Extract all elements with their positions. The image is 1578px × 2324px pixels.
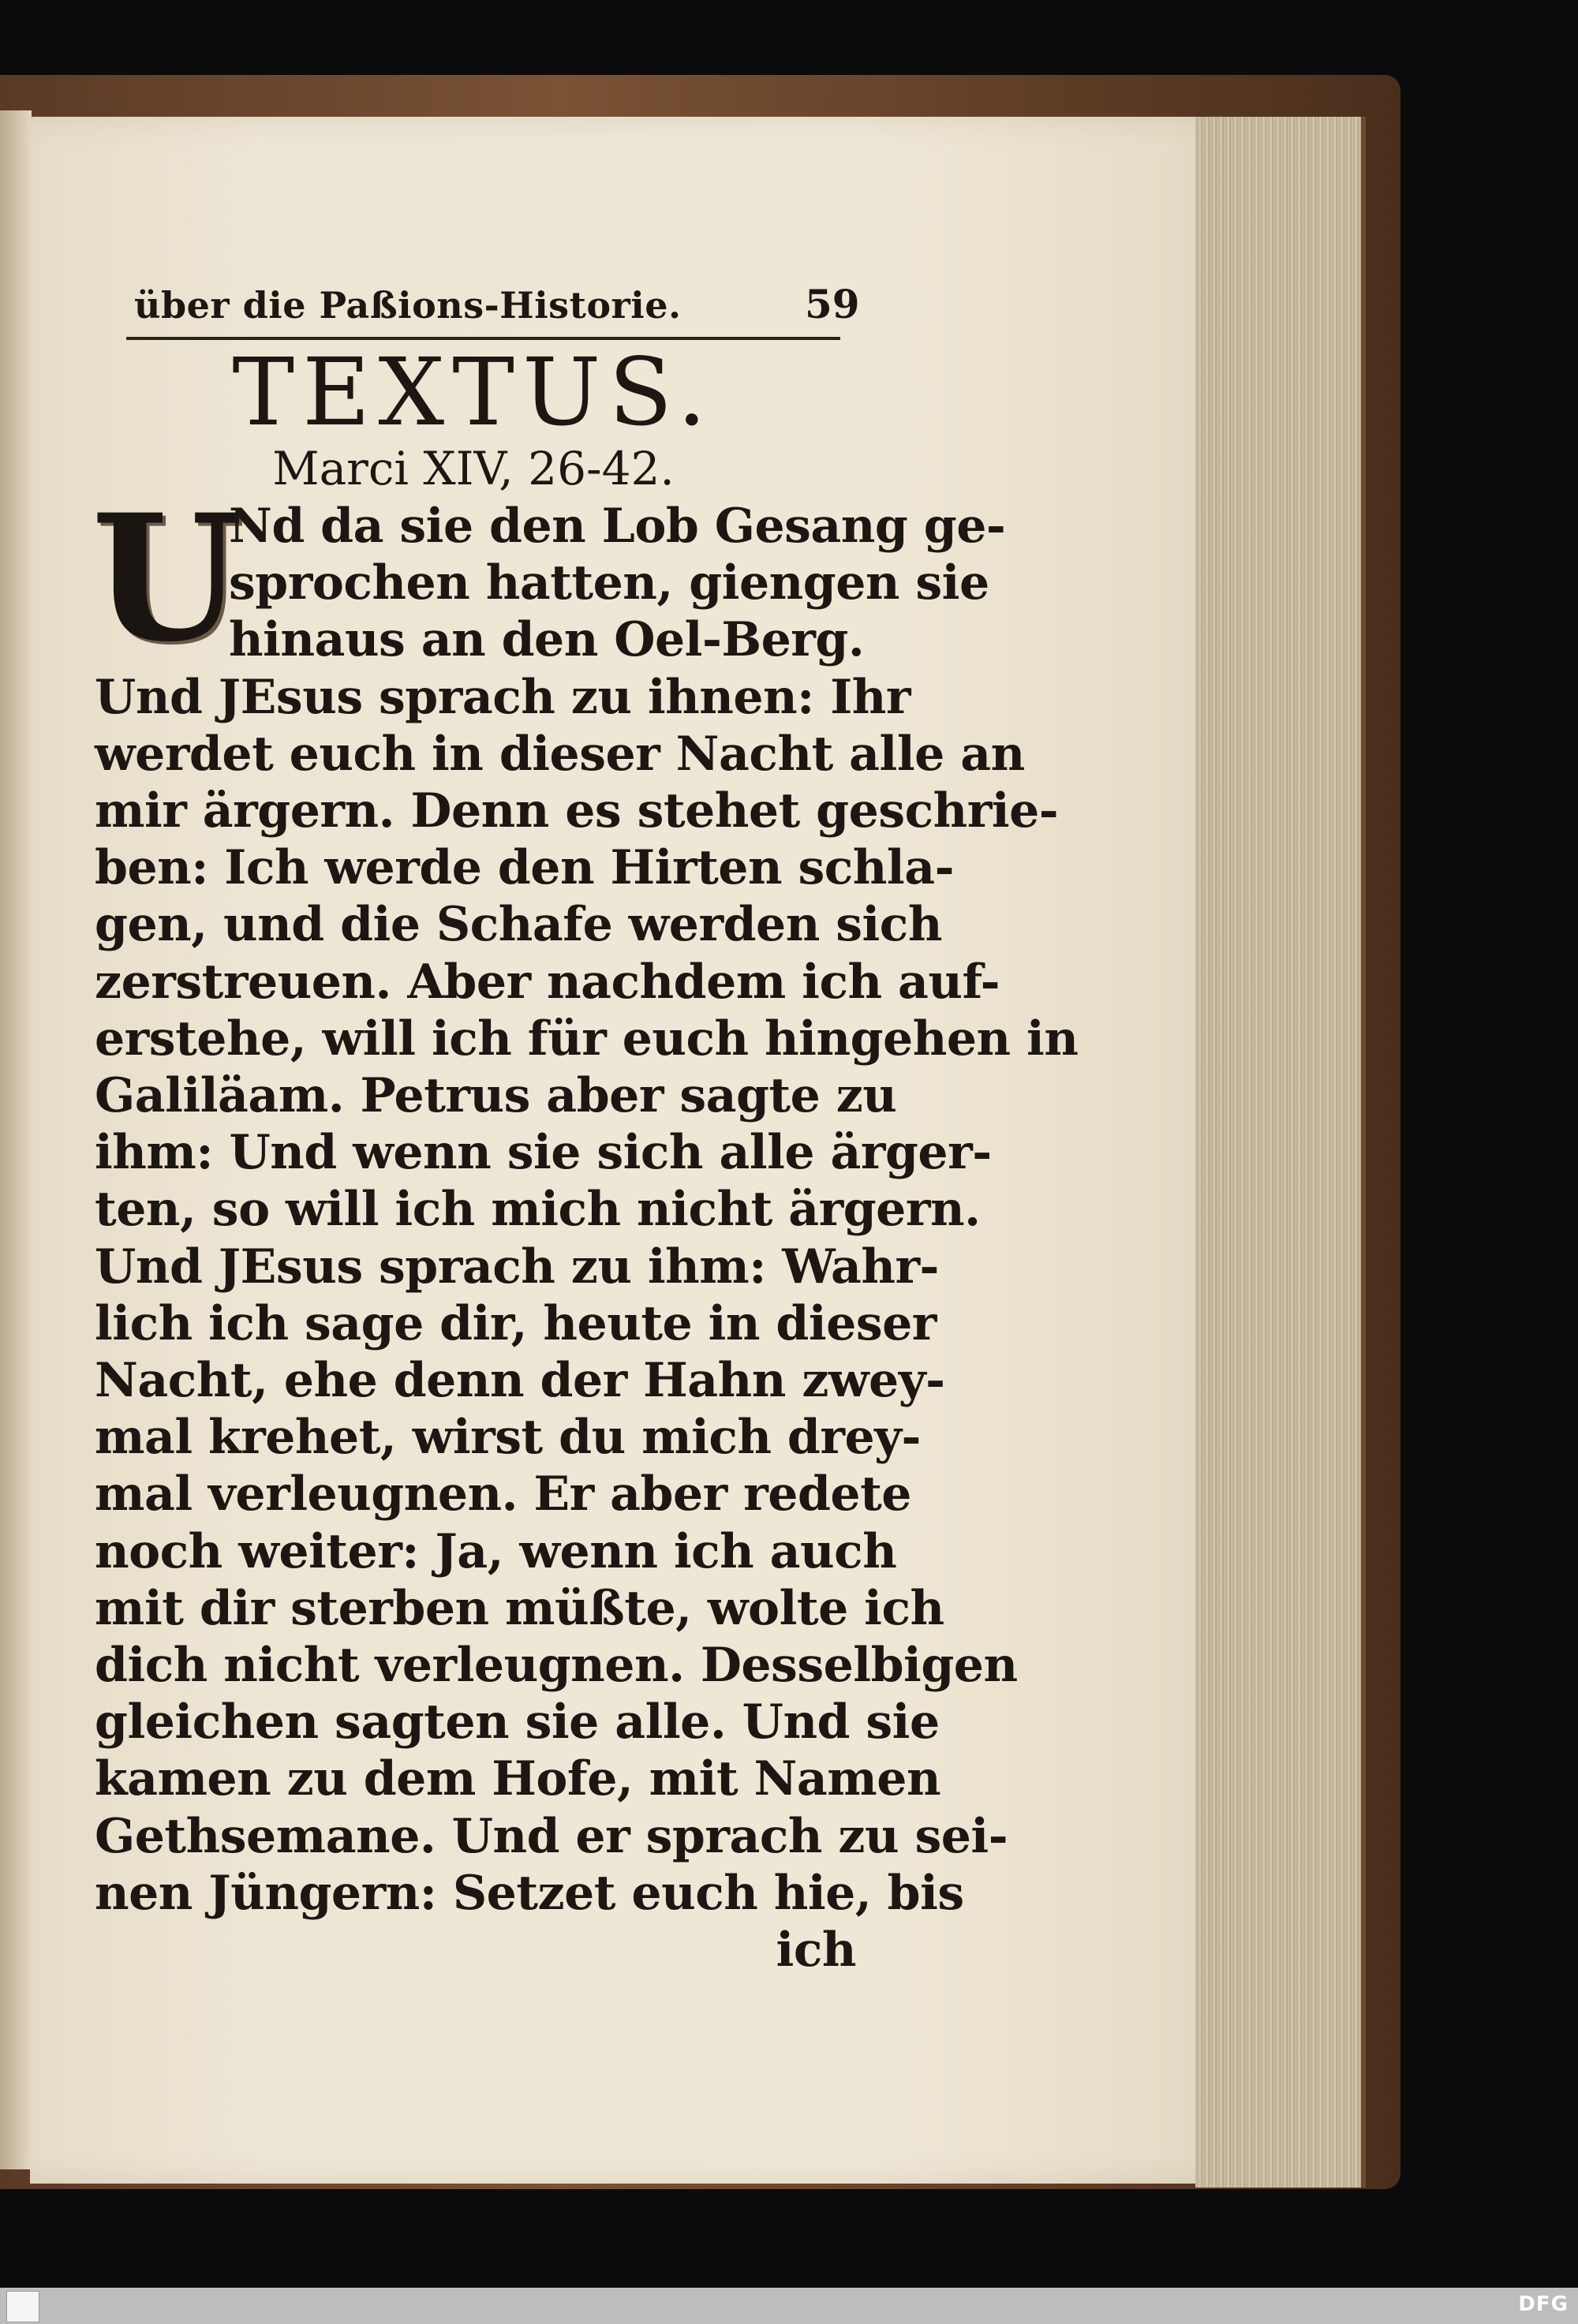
text-line: hinaus an den Oel-Berg.: [229, 612, 865, 667]
text-line: mir ärgern. Denn es stehet geschrie-: [95, 783, 1059, 839]
text-line: erstehe, will ich für euch hingehen in: [95, 1011, 1079, 1067]
text-line: mit dir sterben müßte, wolte ich: [95, 1581, 944, 1636]
text-line: ihm: Und wenn sie sich alle ärger-: [95, 1125, 992, 1180]
text-line: Nacht, ehe denn der Hahn zwey-: [95, 1353, 945, 1408]
text-line: lich ich sage dir, heute in dieser: [95, 1296, 937, 1351]
decorated-initial: U: [92, 476, 243, 680]
scripture-reference: Marci XIV, 26-42.: [272, 442, 675, 495]
page-edges: [1195, 117, 1366, 2188]
text-line: zerstreuen. Aber nachdem ich auf-: [95, 955, 1000, 1010]
footer-bar: [0, 2288, 1578, 2324]
text-line: werdet euch in dieser Nacht alle an: [95, 727, 1025, 782]
text-line: nen Jüngern: Setzet euch hie, bis: [95, 1866, 964, 1921]
text-line: Und JEsus sprach zu ihnen: Ihr: [95, 670, 911, 725]
text-line: dich nicht verleugnen. Desselbigen: [95, 1638, 1018, 1693]
text-line: sprochen hatten, giengen sie: [229, 555, 989, 611]
text-line: ben: Ich werde den Hirten schla-: [95, 840, 954, 895]
text-line: gleichen sagten sie alle. Und sie: [95, 1694, 940, 1750]
page-number: 59: [805, 281, 860, 327]
dfg-logo: DFG: [1518, 2292, 1569, 2316]
running-head: über die Paßions-Historie.: [134, 284, 682, 327]
library-logo: [6, 2291, 39, 2322]
section-title: TEXTUS.: [232, 338, 715, 446]
text-line: kamen zu dem Hofe, mit Namen: [95, 1751, 941, 1807]
text-line: Galiläam. Petrus aber sagte zu: [95, 1068, 897, 1123]
catchword: ich: [776, 1922, 856, 1978]
text-line: mal verleugnen. Er aber redete: [95, 1467, 911, 1522]
text-line: Gethsemane. Und er sprach zu sei-: [95, 1809, 1008, 1864]
text-line: Und JEsus sprach zu ihm: Wahr-: [95, 1239, 939, 1295]
text-line: gen, und die Schafe werden sich: [95, 897, 942, 952]
text-line: mal krehet, wirst du mich drey-: [95, 1410, 921, 1465]
text-line: Nd da sie den Lob Gesang ge-: [229, 499, 1006, 554]
text-line: ten, so will ich mich nicht ärgern.: [95, 1182, 981, 1237]
text-line: noch weiter: Ja, wenn ich auch: [95, 1524, 897, 1579]
